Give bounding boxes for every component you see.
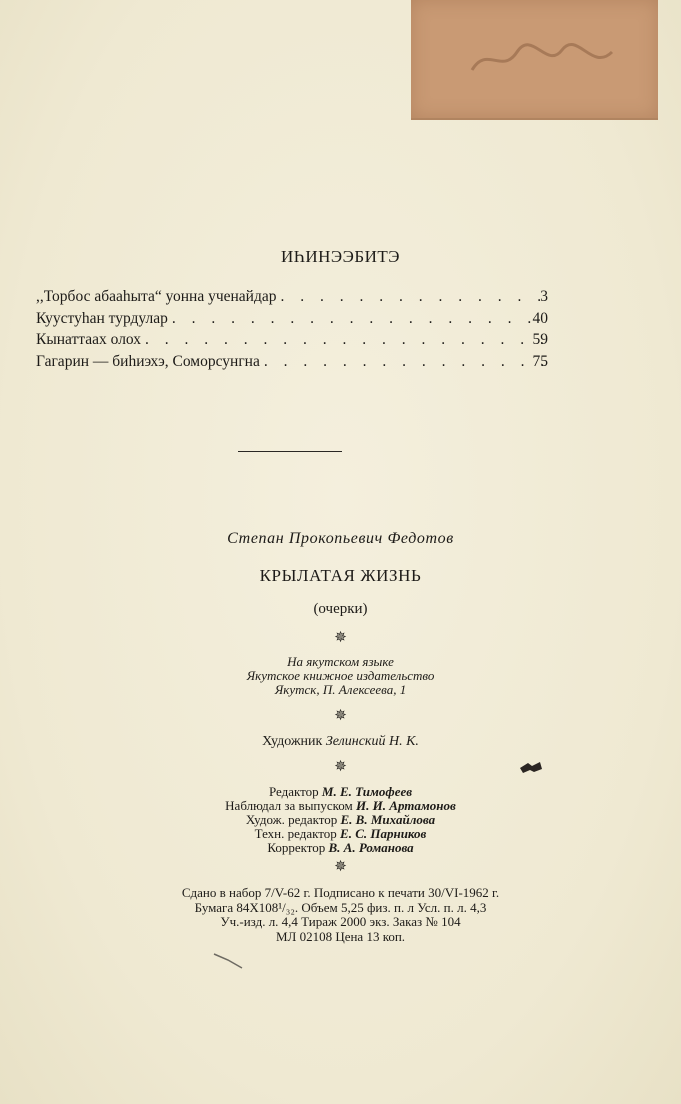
- toc-leader-dots: [281, 286, 549, 308]
- credit-name: Е. С. Парников: [340, 826, 427, 841]
- credit-name: И. И. Артамонов: [356, 798, 456, 813]
- credit-line: [0, 827, 681, 841]
- ornament-star-icon: ✵: [334, 759, 347, 775]
- credit-name: М. Е. Тимофеев: [321, 784, 413, 799]
- illustrator-name: Зелинский Н. К.: [325, 734, 419, 749]
- credit-label: Редактор: [268, 784, 319, 799]
- library-stamp: [411, 0, 658, 118]
- toc-entry-title: Куустуһан турдулар: [36, 309, 168, 327]
- credit-line: [0, 785, 681, 799]
- imprint-line: Сдано в набор 7/V-62 г. Подписано к печати 30/VI-1962 г.: [181, 885, 500, 900]
- credit-label: Корректор: [267, 840, 326, 855]
- pencil-mark-icon: [212, 950, 246, 972]
- imprint-line: МЛ 02108 Цена 13 коп.: [275, 928, 406, 944]
- credit-line: [0, 813, 681, 827]
- credit-label: Наблюдал за выпуском: [225, 798, 353, 813]
- toc-entry-page: 3: [540, 288, 548, 305]
- toc-leader-dots: [172, 308, 548, 330]
- toc-heading: ИҺИНЭЭБИТЭ: [281, 247, 400, 266]
- credit-name: Е. В. Михайлова: [340, 812, 436, 827]
- ornament-star-icon: ✵: [334, 708, 347, 724]
- toc-entry: [36, 286, 548, 308]
- imprint-line: Уч.-изд. л. 4,4 Тираж 2000 экз. Заказ № 104: [220, 914, 461, 929]
- credit-line: [0, 841, 681, 855]
- credit-label: Худож. редактор: [245, 812, 338, 827]
- credit-name: В. А. Романова: [328, 840, 414, 855]
- imprint-line: Бумага 84Х108¹/₃₂. Объем 5,25 физ. п. л Усл. п. л. 4,3: [194, 899, 487, 915]
- author-name: Степан Прокопьевич Федотов: [227, 530, 454, 547]
- imprint-block: [0, 886, 681, 944]
- toc-entry: [36, 351, 548, 373]
- section-divider: [238, 451, 342, 452]
- stamp-scribble-icon: [467, 40, 617, 80]
- ornament-star-icon: ✵: [334, 630, 347, 646]
- toc-entry-title: Гагарин — биһиэхэ, Соморсунгна: [36, 352, 260, 370]
- table-of-contents: [36, 286, 548, 372]
- illustrator-line: [0, 734, 681, 750]
- publisher-language: На якутском языке: [287, 654, 394, 669]
- toc-entry-page: 75: [532, 352, 548, 370]
- toc-leader-dots: [145, 329, 548, 351]
- credit-line: [0, 799, 681, 813]
- toc-entry-title: ,,Торбос абааһыта“ уонна ученайдар: [36, 288, 277, 305]
- credit-label: Техн. редактор: [254, 826, 337, 841]
- book-title: КРЫЛАТАЯ ЖИЗНЬ: [259, 566, 422, 585]
- toc-entry: [36, 329, 548, 351]
- toc-entry-page: 40: [532, 309, 548, 327]
- publisher-name: Якутское книжное издательство: [246, 668, 435, 683]
- publisher-address: Якутск, П. Алексеева, 1: [274, 682, 407, 697]
- credits-block: [0, 785, 681, 855]
- toc-entry-page: 59: [532, 331, 548, 348]
- toc-entry: [36, 308, 548, 330]
- ornament-star-icon: ✵: [334, 859, 347, 875]
- toc-leader-dots: [264, 351, 548, 373]
- book-subtitle: (очерки): [313, 601, 368, 617]
- publisher-block: [0, 655, 681, 697]
- toc-entry-title: Кынаттаах олох: [36, 331, 142, 348]
- illustrator-label: Художник: [262, 734, 323, 749]
- ink-blot-icon: [518, 760, 544, 776]
